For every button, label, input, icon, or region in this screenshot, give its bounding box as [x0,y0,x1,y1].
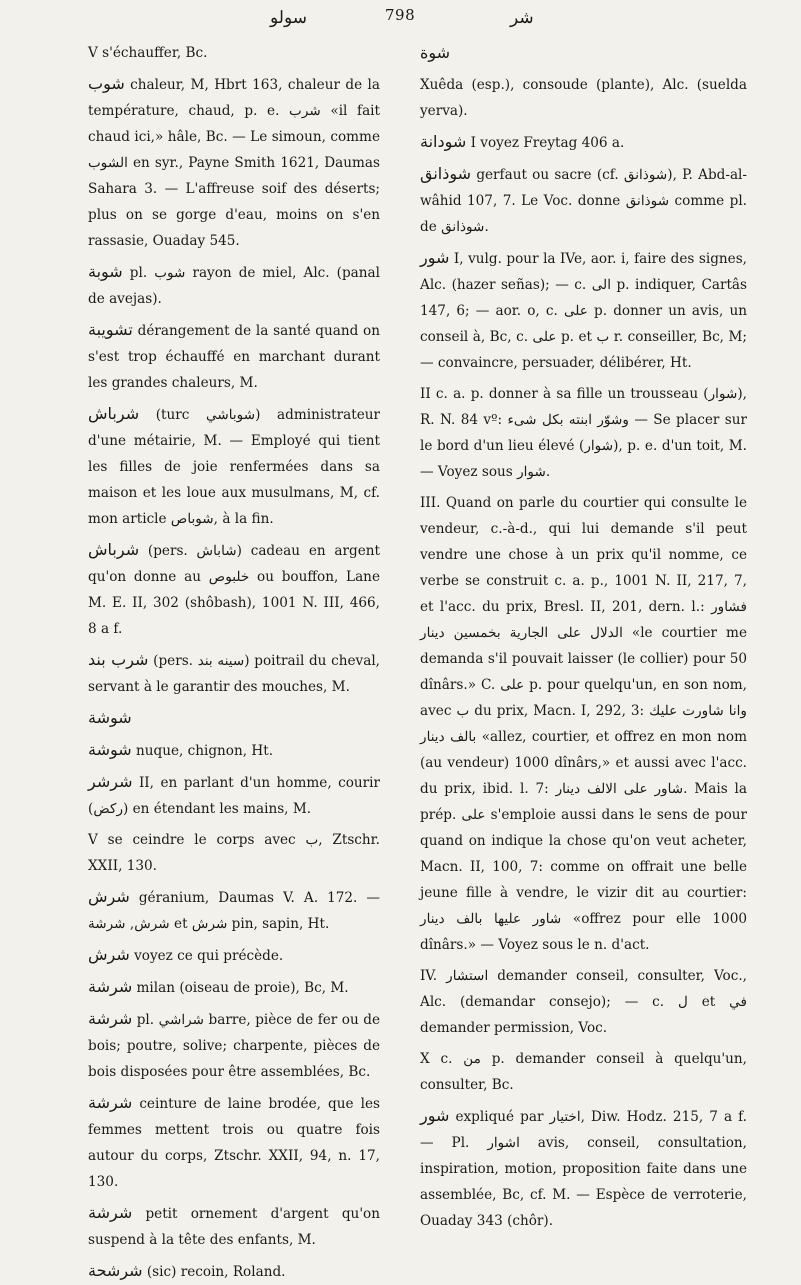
entry-headword: شرشة [88,1009,133,1028]
entry-definition: V s'échauffer, Bc. [88,45,208,61]
entry-headword: شرب بند [88,650,149,669]
entry-definition: pl. شراشي barre, pièce de fer ou de bois; poutre, solive; charpente, pièces de bois disposées pour être assemblées, Bc. [88,1012,380,1080]
entry-headword: شرشحة [88,1261,143,1280]
entry-definition: nuque, chignon, Ht. [135,743,274,759]
dictionary-entry [88,974,380,1001]
dictionary-entry [88,884,380,937]
entry-definition: (pers. سينه بند) poitrail du cheval, servant à le garantir des mouches, M. [88,653,380,695]
entry-definition: IV. استشار demander conseil, consulter, Voc., Alc. (demandar consejo); — c. ل et في demander permission, Voc. [420,968,747,1036]
entry-definition: I, vulg. pour la IVe, aor. i, faire des signes, Alc. (hazer señas); — c. الى p. indiquer, Cartâs 147, 6; — aor. o, c. على p. donner un avis, un conseil à, Bc, c. على p. et ب r. conseiller, Bc, M; — convaincre, persuader, délibérer, Ht. [420,251,748,371]
dictionary-entry [420,1046,747,1098]
dictionary-entry [420,72,747,124]
dictionary-entry [420,1103,747,1234]
entry-definition: milan (oiseau de proie), Bc, M. [136,980,349,996]
entry-headword: شرش [88,945,130,964]
entry-definition: pl. شوب rayon de miel, Alc. (panal de avejas). [88,265,380,307]
dictionary-entry [88,1200,380,1253]
entry-headword: شرشة [88,1093,133,1112]
entry-definition: (pers. شاباش) cadeau en argent qu'on donne au خلبوص ou bouffon, Lane M. E. II, 302 (shôbash), 1001 N. III, 466, 8 a f. [88,543,380,637]
header-right-word: شر [510,8,534,28]
entry-headword: شوشة [88,708,132,727]
entry-definition: géranium, Daumas V. A. 172. — شرش, شرشة et شرش pin, sapin, Ht. [88,890,380,932]
entry-definition: V se ceindre le corps avec ب, Ztschr. XXII, 130. [88,832,380,874]
dictionary-entry [420,381,747,485]
header-left-word: سولو [270,8,307,28]
entry-headword: شور [420,248,450,267]
dictionary-entry [88,1258,380,1285]
dictionary-entry [420,40,747,67]
dictionary-entry [88,317,380,396]
dictionary-entry [88,942,380,969]
entry-definition: (sic) recoin, Roland. [146,1264,286,1280]
running-header [0,6,801,32]
entry-headword: شودانة [420,132,467,151]
right-column [420,40,748,1229]
entry-headword: شرشة [88,977,133,996]
entry-headword: شرباش [88,404,140,423]
dictionary-entry [88,737,380,764]
entry-definition: II, en parlant d'un homme, courir (ركض) en étendant les mains, M. [88,775,380,817]
entry-definition: gerfaut ou sacre (cf. شوذانق), P. Abd-al-wâhid 107, 7. Le Voc. donne شوذانق comme pl. de شوذانق. [420,167,747,235]
dictionary-entry [88,537,380,642]
entry-headword: شوبة [88,262,123,281]
dictionary-entry [88,769,380,822]
dictionary-entry [88,1090,380,1195]
dictionary-entry [88,259,380,312]
entry-definition: III. Quand on parle du courtier qui consulte le vendeur, c.-à-d., qui lui demande s'il peut vendre une chose à un prix qu'il nomme, ce verbe se construit c. a. p., 1001 N. II, 217, 7, et l'acc. du prix, Bresl. II, 201, dern. l.: فشاور الدلال على الجارية بخمسين دينار «le courtier me demanda s'il pouvait laisser (le collier) pour 50 dînârs.» C. على p. pour quelqu'un, en son nom, avec ب du prix, Macn. I, 292, 3: وانا شاورت عليك بالف دينار «allez, courtier, et offrez en mon nom (au vendeur) 1000 dînârs,» et aussi avec l'acc. du prix, ibid. l. 7: شاور على الالف دينار. Mais la prép. على s'emploie aussi dans le sens de pour quand on indique la chose qu'on veut acheter, Macn. II, 100, 7: comme on offrait une belle jeune fille à vendre, le vizir dit au courtier: شاور عليها بالف دينار «offrez pour elle 1000 dînârs.» — Voyez sous le n. d'act. [420,495,748,953]
entry-definition: ceinture de laine brodée, que les femmes mettent trois ou quatre fois autour du corps, Ztschr. XXII, 94, n. 17, 130. [88,1096,380,1190]
dictionary-entry [420,245,747,376]
entry-headword: شوذانق [420,164,472,183]
entry-definition: (turc شوباشي) administrateur d'une métairie, M. — Employé qui tient les filles de joie renfermées dans sa maison et les loue aux musulmans, M, cf. mon article شوباص, à la fin. [88,407,380,527]
dictionary-entry [420,161,747,240]
entry-headword: شرشة [88,1203,133,1222]
entry-headword: شور [420,1106,450,1125]
left-column [88,40,381,1280]
entry-definition: Xuêda (esp.), consoude (plante), Alc. (suelda yerva). [420,77,747,119]
entry-headword: شوشة [88,740,132,759]
entry-headword: شرش [88,887,130,906]
dictionary-entry [420,963,747,1041]
entry-definition: petit ornement d'argent qu'on suspend à la tête des enfants, M. [88,1206,380,1248]
entry-headword: شوة [420,43,451,62]
entry-headword: تشويبة [88,320,133,339]
dictionary-entry [420,129,747,156]
dictionary-entry [88,647,380,700]
dictionary-entry [420,490,747,958]
dictionary-entry [88,705,380,732]
dictionary-entry [88,40,380,66]
entry-definition: II c. a. p. donner à sa fille un trousseau (شوار), R. N. 84 vº: وشوّر ابنته بكل شىء — Se placer sur le bord d'un lieu élevé (شوار), p. e. d'un toit, M. — Voyez sous شوار. [420,386,747,480]
entry-headword: شرباش [88,540,140,559]
entry-definition: I voyez Freytag 406 a. [470,135,625,151]
entry-definition: X c. من p. demander conseil à quelqu'un, consulter, Bc. [420,1051,747,1093]
entry-definition: voyez ce qui précède. [134,948,284,964]
entry-definition: expliqué par اختيار, Diw. Hodz. 215, 7 a f. — Pl. اشوار avis, conseil, consultation, inspiration, motion, proposition faite dans une assemblée, Bc, cf. M. — Espèce de verroterie, Ouaday 343 (chôr). [420,1109,747,1229]
dictionary-entry [88,401,380,532]
entry-headword: شوب [88,74,125,93]
entry-headword: شرشر [88,772,133,791]
dictionary-entry [88,827,380,879]
dictionary-entry [88,1006,380,1085]
page-number: 798 [385,6,416,24]
entry-definition: chaleur, M, Hbrt 163, chaleur de la température, chaud, p. e. شرب «il fait chaud ici,» hâle, Bc. — Le simoun, comme الشوب en syr., Payne Smith 1621, Daumas Sahara 3. — L'affreuse soif des déserts; plus on se gorge d'eau, moins on s'en rassasie, Ouaday 545. [88,77,381,249]
dictionary-entry [88,71,380,254]
entry-definition: dérangement de la santé quand on s'est trop échauffé en marchant durant les grandes chaleurs, M. [88,323,381,391]
